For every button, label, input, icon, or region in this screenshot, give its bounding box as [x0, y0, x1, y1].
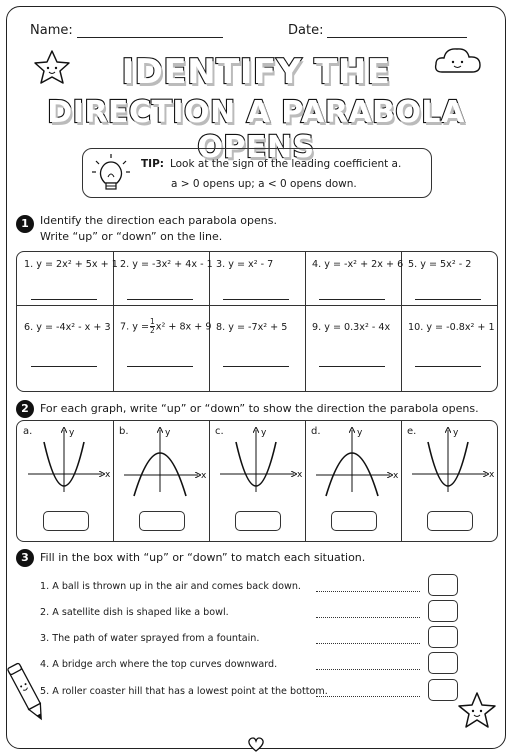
date-row	[288, 23, 467, 38]
answer-line[interactable]	[31, 366, 97, 367]
situation-item: 2. A satellite dish is shaped like a bowl.	[40, 607, 229, 618]
equation-item: 9. y = 0.3x² - 4x	[312, 322, 391, 333]
date-label: Date:	[288, 23, 324, 38]
dotted-leader	[316, 643, 420, 644]
equation-item: 2. y = -3x² + 4x - 1	[120, 259, 213, 270]
grid-divider	[305, 252, 306, 391]
situation-answer-box[interactable]	[428, 574, 458, 596]
equation-item: 10. y = -0.8x² + 1	[408, 322, 495, 333]
equation-item: 5. y = 5x² - 2	[408, 259, 472, 270]
equation-item: 4. y = -x² + 2x + 6	[312, 259, 404, 270]
date-line[interactable]	[327, 26, 467, 38]
x-axis-label: x	[393, 471, 399, 481]
graph-label: e.	[407, 426, 417, 437]
answer-line[interactable]	[223, 366, 289, 367]
lightbulb-icon	[91, 153, 131, 195]
situation-answer-box[interactable]	[428, 652, 458, 674]
x-axis-label: x	[297, 470, 303, 480]
pencil-icon	[8, 660, 48, 726]
answer-box[interactable]	[427, 511, 473, 531]
section-2-instruction: For each graph, write “up” or “down” to show the direction the parabola opens.	[40, 402, 479, 415]
section-3-number: 3	[16, 549, 34, 567]
section-1-instruction-line-2: Write “up” or “down” on the line.	[40, 230, 223, 243]
dotted-leader	[316, 696, 420, 697]
y-axis-label: y	[357, 428, 363, 438]
dotted-leader	[316, 617, 420, 618]
answer-line[interactable]	[415, 299, 481, 300]
name-row	[30, 23, 223, 38]
tip-text-1: Look at the sign of the leading coefficient a.	[169, 158, 402, 170]
grid-divider-horizontal	[17, 305, 497, 306]
situation-item: 5. A roller coaster hill that has a lowest point at the bottom.	[40, 686, 328, 697]
section-1-number: 1	[16, 215, 34, 233]
graph-label: c.	[215, 426, 224, 437]
grid-divider	[113, 252, 114, 391]
section-3-instruction: Fill in the box with “up” or “down” to match each situation.	[40, 551, 366, 564]
answer-line[interactable]	[127, 366, 193, 367]
star-icon	[456, 690, 498, 730]
answer-line[interactable]	[319, 299, 385, 300]
title-line-2: DIRECTION A PARABOLA OPENS	[47, 95, 465, 165]
graph-label: b.	[119, 426, 129, 437]
name-line[interactable]	[77, 26, 223, 38]
section-1-instruction-line-1: Identify the direction each parabola opens.	[40, 214, 277, 227]
name-label: Name:	[30, 23, 73, 38]
situation-answer-box[interactable]	[428, 600, 458, 622]
situation-item: 3. The path of water sprayed from a fountain.	[40, 633, 260, 644]
tip-line-2: a > 0 opens up; a < 0 opens down.	[171, 178, 357, 190]
equation-grid	[16, 251, 498, 392]
answer-line[interactable]	[415, 366, 481, 367]
tip-box	[82, 148, 432, 198]
y-axis-label: y	[69, 428, 75, 438]
situation-item: 4. A bridge arch where the top curves downward.	[40, 659, 278, 670]
dotted-leader	[316, 669, 420, 670]
y-axis-label: y	[165, 428, 171, 438]
equation-item: 6. y = -4x² - x + 3	[24, 322, 111, 333]
answer-box[interactable]	[331, 511, 377, 531]
graph-label: a.	[23, 426, 33, 437]
answer-line[interactable]	[127, 299, 193, 300]
answer-box[interactable]	[139, 511, 185, 531]
fraction: $\frac{1}{2}$	[150, 317, 155, 335]
y-axis-label: y	[261, 428, 267, 438]
equation-item: 3. y = x² - 7	[216, 259, 274, 270]
x-axis-label: x	[105, 470, 111, 480]
situation-item: 1. A ball is thrown up in the air and comes back down.	[40, 581, 301, 592]
answer-line[interactable]	[31, 299, 97, 300]
answer-line[interactable]	[223, 299, 289, 300]
answer-box[interactable]	[43, 511, 89, 531]
equation-item: 7. y = $\frac{1}{2}$ x² + 8x + 9	[120, 317, 212, 335]
situation-answer-box[interactable]	[428, 679, 458, 701]
situation-answer-box[interactable]	[428, 626, 458, 648]
x-axis-label: x	[201, 471, 207, 481]
equation-item: 8. y = -7x² + 5	[216, 322, 288, 333]
section-1-instruction	[40, 213, 277, 245]
title-line-1: IDENTIFY THE	[121, 52, 391, 92]
tip-label: TIP:	[141, 158, 164, 170]
graph-label: d.	[311, 426, 321, 437]
y-axis-label: y	[453, 428, 459, 438]
heart-icon	[247, 737, 265, 753]
tip-line-1	[141, 158, 401, 170]
equation-item: 1. y = 2x² + 5x + 1	[24, 259, 118, 270]
grid-divider	[401, 252, 402, 391]
dotted-leader	[316, 591, 420, 592]
answer-line[interactable]	[319, 366, 385, 367]
section-2-number: 2	[16, 400, 34, 418]
parabola-graphs	[16, 420, 498, 510]
x-axis-label: x	[489, 470, 495, 480]
answer-box[interactable]	[235, 511, 281, 531]
